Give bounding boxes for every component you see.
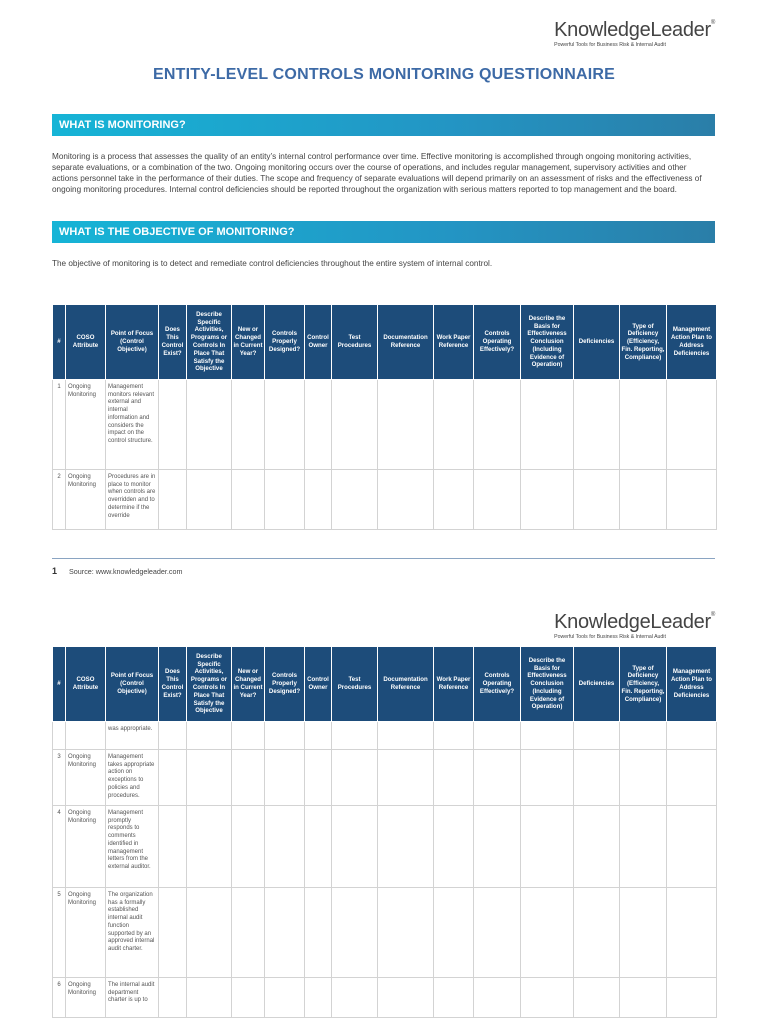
empty-cell [187,470,232,530]
logo-trademark: ® [710,612,715,618]
column-header-coso-attribute: COSO Attribute [66,305,106,380]
column-header-new-or-changed: New or Changed in Current Year? [232,305,265,380]
coso-attribute-cell: Ongoing Monitoring [66,888,106,978]
column-header-test-procedures: Test Procedures [332,305,378,380]
questionnaire-table-page1 [52,304,717,530]
empty-cell [305,722,332,750]
column-header-deficiencies: Deficiencies [574,305,620,380]
empty-cell [434,470,474,530]
empty-cell [574,722,620,750]
column-header-operating-effectively: Controls Operating Effectively? [474,305,521,380]
empty-cell [332,888,378,978]
column-header-effectiveness-basis: Describe the Basis for Effectiveness Conclusion (Including Evidence of Operation) [521,647,574,722]
column-header-number: # [53,647,66,722]
questionnaire-table-page2 [52,646,717,1018]
table-row [53,978,717,1018]
empty-cell [305,978,332,1018]
logo-trademark: ® [710,20,715,26]
empty-cell [620,806,667,888]
column-header-properly-designed: Controls Properly Designed? [265,305,305,380]
point-of-focus-cell: Management promptly responds to comments identified in management letters from the external auditor. [106,806,159,888]
point-of-focus-cell: The organization has a formally established internal audit function supported by an approved internal audit charter. [106,888,159,978]
table-row [53,722,717,750]
table-row [53,750,717,806]
empty-cell [265,470,305,530]
empty-cell [305,470,332,530]
empty-cell [159,888,187,978]
coso-attribute-cell: Ongoing Monitoring [66,750,106,806]
coso-attribute-cell: Ongoing Monitoring [66,978,106,1018]
empty-cell [232,722,265,750]
empty-cell [434,380,474,470]
point-of-focus-cell: Procedures are in place to monitor when controls are overridden and to determine if the override [106,470,159,530]
logo-tagline: Powerful Tools for Business Risk & Internal Audit [554,634,666,640]
point-of-focus-cell: The internal audit department charter is up to [106,978,159,1018]
empty-cell [574,750,620,806]
empty-cell [434,750,474,806]
column-header-number: # [53,305,66,380]
empty-cell [378,750,434,806]
column-header-new-or-changed: New or Changed in Current Year? [232,647,265,722]
empty-cell [378,380,434,470]
empty-cell [232,978,265,1018]
footnote [52,566,182,576]
empty-cell [159,750,187,806]
empty-cell [265,888,305,978]
column-header-control-owner: Control Owner [305,647,332,722]
coso-attribute-cell: Ongoing Monitoring [66,380,106,470]
column-header-test-procedures: Test Procedures [332,647,378,722]
column-header-deficiency-type: Type of Deficiency (Efficiency, Fin. Reporting, Compliance) [620,647,667,722]
row-number [53,722,66,750]
empty-cell [474,380,521,470]
empty-cell [574,888,620,978]
empty-cell [232,750,265,806]
coso-attribute-cell: Ongoing Monitoring [66,470,106,530]
footnote-number: 1 [52,566,58,576]
row-number: 4 [53,806,66,888]
row-number: 6 [53,978,66,1018]
column-header-deficiency-type: Type of Deficiency (Efficiency, Fin. Reporting, Compliance) [620,305,667,380]
empty-cell [232,806,265,888]
footnote-divider [52,558,715,559]
empty-cell [332,380,378,470]
section-heading-objective: WHAT IS THE OBJECTIVE OF MONITORING? [52,221,715,243]
empty-cell [667,470,717,530]
knowledgeleader-logo [554,20,715,48]
empty-cell [159,380,187,470]
empty-cell [620,978,667,1018]
table-row [53,470,717,530]
empty-cell [521,750,574,806]
row-number: 5 [53,888,66,978]
empty-cell [474,470,521,530]
empty-cell [265,806,305,888]
footnote-text: Source: www.knowledgeleader.com [69,567,183,576]
logo-brand [554,20,715,40]
empty-cell [378,806,434,888]
empty-cell [434,888,474,978]
empty-cell [474,722,521,750]
column-header-operating-effectively: Controls Operating Effectively? [474,647,521,722]
empty-cell [265,380,305,470]
table-row [53,380,717,470]
empty-cell [474,750,521,806]
point-of-focus-cell: Management monitors relevant external and internal information and considers the impact on the control structure. [106,380,159,470]
column-header-work-paper-reference: Work Paper Reference [434,647,474,722]
column-header-control-exists: Does This Control Exist? [159,305,187,380]
empty-cell [187,806,232,888]
empty-cell [332,806,378,888]
column-header-point-of-focus: Point of Focus (Control Objective) [106,305,159,380]
column-header-properly-designed: Controls Properly Designed? [265,647,305,722]
empty-cell [434,806,474,888]
document-title: ENTITY-LEVEL CONTROLS MONITORING QUESTIONNAIRE [153,66,615,83]
empty-cell [378,722,434,750]
empty-cell [232,470,265,530]
section-text-objective: The objective of monitoring is to detect and remediate control deficiencies throughout the entire system of internal control. [52,259,493,268]
empty-cell [574,806,620,888]
empty-cell [434,722,474,750]
empty-cell [474,978,521,1018]
empty-cell [159,470,187,530]
column-header-describe-activities: Describe Specific Activities, Programs or Controls In Place That Satisfy the Objective [187,305,232,380]
empty-cell [305,750,332,806]
section-text-monitoring: Monitoring is a process that assesses the quality of an entity’s internal control performance over time. Effective monitoring is accomplished through ongoing monitoring activities, separate evaluations, or a combination of the two. Ongoing monitoring occurs over the course of operations, and includes regular management, supervisory activities and other actions personnel take in the performance of their duties. The scope and frequency of separate evaluations will depend primarily on an assessment of risks and the effectiveness of ongoing monitoring procedures. Internal control deficiencies should be reported throughout the organization with serious matters reported to top management and the board. [52,152,702,194]
empty-cell [305,380,332,470]
empty-cell [574,470,620,530]
empty-cell [667,380,717,470]
empty-cell [620,750,667,806]
table-header-row [53,647,717,722]
empty-cell [474,888,521,978]
column-header-point-of-focus: Point of Focus (Control Objective) [106,647,159,722]
empty-cell [521,806,574,888]
row-number: 3 [53,750,66,806]
section-heading-monitoring: WHAT IS MONITORING? [52,114,715,136]
logo-wordmark: KnowledgeLeader [554,611,711,633]
column-header-documentation-reference: Documentation Reference [378,305,434,380]
coso-attribute-cell [66,722,106,750]
empty-cell [667,806,717,888]
empty-cell [521,380,574,470]
empty-cell [265,750,305,806]
empty-cell [265,722,305,750]
empty-cell [378,470,434,530]
column-header-control-exists: Does This Control Exist? [159,647,187,722]
empty-cell [521,888,574,978]
coso-attribute-cell: Ongoing Monitoring [66,806,106,888]
empty-cell [232,888,265,978]
empty-cell [332,978,378,1018]
column-header-deficiencies: Deficiencies [574,647,620,722]
empty-cell [667,750,717,806]
empty-cell [620,888,667,978]
table-row [53,806,717,888]
empty-cell [620,722,667,750]
empty-cell [265,978,305,1018]
empty-cell [159,978,187,1018]
empty-cell [521,470,574,530]
empty-cell [620,380,667,470]
empty-cell [187,722,232,750]
empty-cell [232,380,265,470]
column-header-work-paper-reference: Work Paper Reference [434,305,474,380]
empty-cell [667,888,717,978]
empty-cell [521,722,574,750]
empty-cell [620,470,667,530]
row-number: 1 [53,380,66,470]
row-number: 2 [53,470,66,530]
empty-cell [574,380,620,470]
column-header-describe-activities: Describe Specific Activities, Programs or Controls In Place That Satisfy the Objective [187,647,232,722]
empty-cell [187,380,232,470]
knowledgeleader-logo-page2 [554,612,715,640]
column-header-management-action-plan: Management Action Plan to Address Deficiencies [667,647,717,722]
empty-cell [434,978,474,1018]
column-header-control-owner: Control Owner [305,305,332,380]
empty-cell [332,470,378,530]
empty-cell [187,750,232,806]
empty-cell [378,978,434,1018]
empty-cell [159,722,187,750]
column-header-coso-attribute: COSO Attribute [66,647,106,722]
table-row [53,888,717,978]
logo-wordmark: KnowledgeLeader [554,19,711,41]
empty-cell [574,978,620,1018]
empty-cell [667,978,717,1018]
logo-brand [554,612,715,632]
column-header-effectiveness-basis: Describe the Basis for Effectiveness Conclusion (Including Evidence of Operation) [521,305,574,380]
empty-cell [332,750,378,806]
empty-cell [378,888,434,978]
empty-cell [305,888,332,978]
empty-cell [474,806,521,888]
empty-cell [305,806,332,888]
point-of-focus-cell: Management takes appropriate action on exceptions to policies and procedures. [106,750,159,806]
point-of-focus-cell: was appropriate. [106,722,159,750]
empty-cell [521,978,574,1018]
logo-tagline: Powerful Tools for Business Risk & Internal Audit [554,42,666,48]
empty-cell [667,722,717,750]
empty-cell [159,806,187,888]
empty-cell [187,978,232,1018]
empty-cell [187,888,232,978]
empty-cell [332,722,378,750]
column-header-management-action-plan: Management Action Plan to Address Deficiencies [667,305,717,380]
column-header-documentation-reference: Documentation Reference [378,647,434,722]
table-header-row [53,305,717,380]
